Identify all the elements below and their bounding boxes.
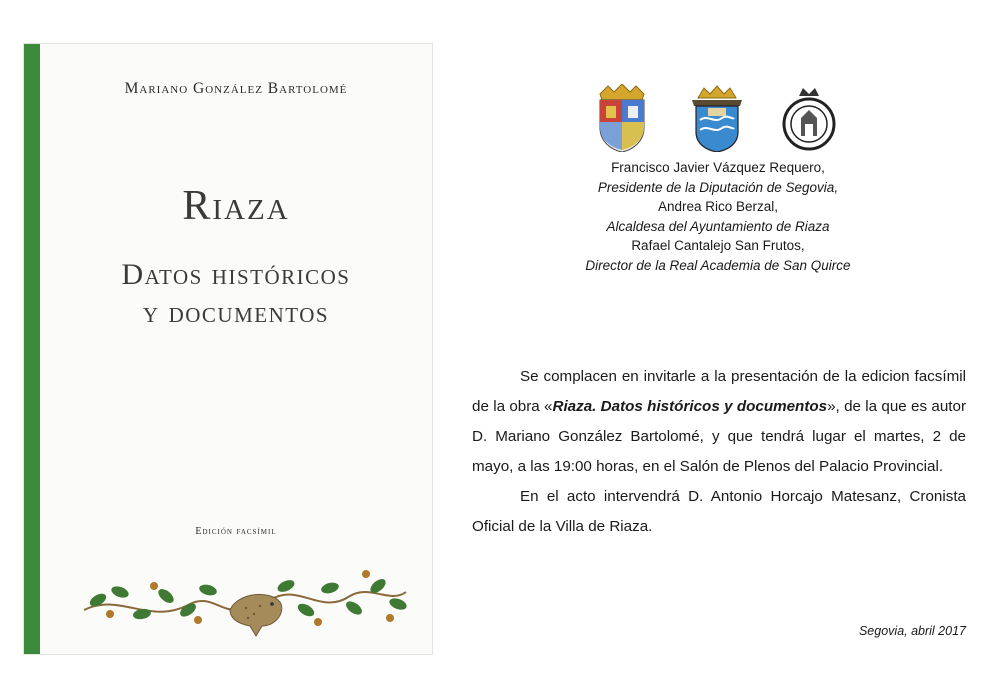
cover-subtitle-line2: y documentos [142, 296, 330, 329]
cover-subtitle-line1: Datos históricos [121, 258, 351, 291]
cover-title: Riaza [182, 183, 290, 229]
signatory-3-role: Director de la Real Academia de San Quirce [585, 257, 851, 273]
real-academia-san-quirce-seal-icon [781, 84, 837, 152]
invitation-paragraph-2: En el acto intervendrá D. Antonio Horcajo Matesanz, Cronista Oficial de la Villa de Riaza. [472, 488, 966, 535]
diputacion-segovia-crest-icon [594, 84, 650, 152]
cover-spine [24, 44, 40, 654]
book-cover [24, 44, 432, 654]
invitation-p1-details: », de la que es autor D. Mariano González Bartolomé, y que tendrá lugar el martes, 2 de mayo, a las 19:00 horas, en el Salón de Plenos del Palacio Provincial. [472, 398, 967, 475]
ayuntamiento-riaza-crest-icon [688, 84, 746, 152]
signatory-2-name: Andrea Rico Berzal, [657, 199, 779, 214]
oak-vine-fish-illustration [80, 552, 410, 638]
cover-author: Mariano González Bartolomé [124, 80, 348, 97]
signatory-2-role: Alcaldesa del Ayuntamiento de Riaza [606, 218, 830, 234]
place-and-date: Segovia, abril 2017 [858, 624, 966, 638]
invitation-p1-intro: Se complacen en invitarle a la presentación de la edicion facsímil de la obra « [472, 368, 966, 415]
cover-subtitle [40, 256, 432, 332]
invitation-paragraph-1 [472, 362, 966, 482]
signatory-1-name: Francisco Javier Vázquez Requero, [611, 160, 825, 175]
signatories-block [548, 158, 888, 275]
cover-edition: Edición facsímil [195, 526, 277, 537]
signatory-1-role: Presidente de la Diputación de Segovia, [597, 179, 839, 195]
signatory-3-name: Rafael Cantalejo San Frutos, [631, 238, 805, 253]
invitation-text [472, 362, 966, 542]
work-title: Riaza. Datos históricos y documentos [552, 398, 828, 415]
